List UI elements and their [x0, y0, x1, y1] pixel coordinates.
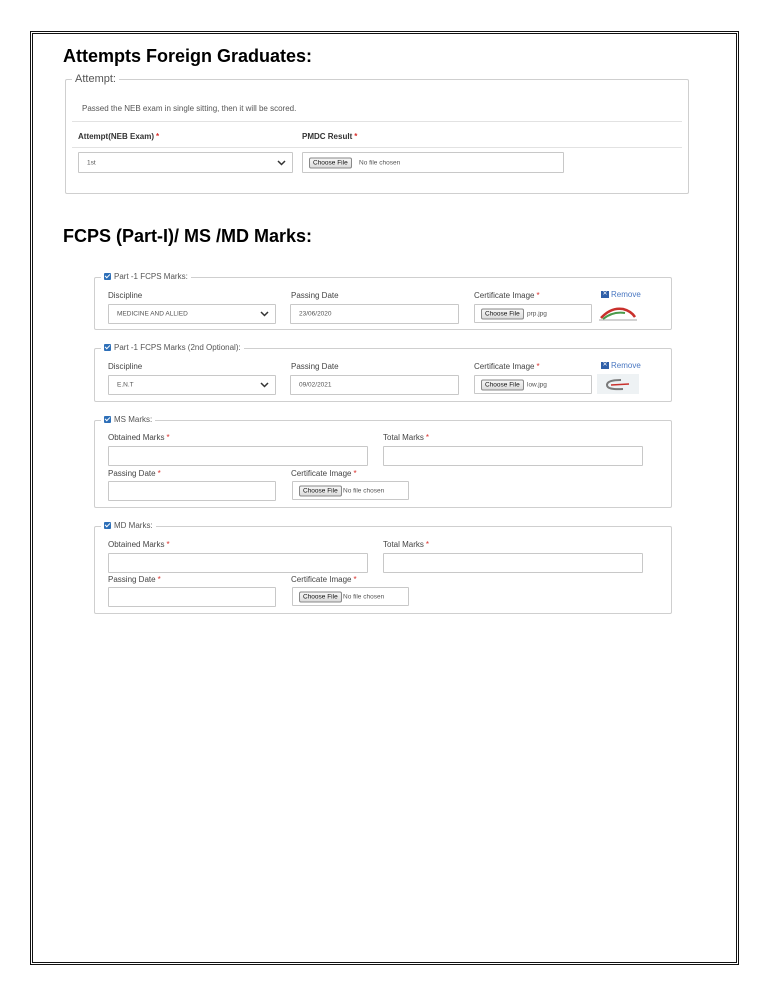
passing-date-label: Passing Date *	[108, 575, 161, 584]
ms-marks-legend: MS Marks:	[114, 415, 153, 424]
remove-button[interactable]: ✕ Remove	[602, 290, 641, 299]
obtained-marks-label: Obtained Marks *	[108, 433, 170, 442]
file-name: low.jpg	[527, 381, 547, 388]
certificate-file-input[interactable]	[292, 587, 409, 606]
section-title-attempts: Attempts Foreign Graduates:	[63, 46, 313, 66]
pmdc-result-label: PMDC Result *	[302, 132, 358, 141]
total-marks-label: Total Marks *	[383, 433, 430, 442]
passing-date-label: Passing Date	[291, 291, 339, 300]
obtained-marks-input[interactable]	[108, 446, 368, 466]
discipline-value: MEDICINE AND ALLIED	[117, 310, 188, 318]
divider	[72, 147, 682, 148]
checkbox-checked-icon	[104, 416, 111, 423]
discipline-value: E.N.T	[117, 381, 134, 389]
passing-date-input[interactable]	[108, 481, 276, 501]
certificate-file-input[interactable]	[292, 481, 409, 500]
attempt-label: Attempt(NEB Exam) *	[78, 132, 160, 141]
section-title-fcps: FCPS (Part-I)/ MS /MD Marks:	[63, 226, 313, 246]
certificate-image-label: Certificate Image *	[474, 291, 540, 300]
choose-file-button[interactable]: Choose File	[299, 591, 342, 602]
close-icon: ✕	[602, 362, 608, 368]
checkbox-checked-icon	[104, 344, 111, 351]
attempt-legend: Attempt:	[75, 73, 116, 85]
part1-fcps-2nd-legend: Part -1 FCPS Marks (2nd Optional):	[114, 343, 241, 352]
close-icon: ✕	[602, 291, 608, 297]
certificate-thumbnail-image	[597, 303, 639, 323]
certificate-image-label: Certificate Image *	[291, 469, 357, 478]
pmdc-file-input[interactable]	[302, 152, 564, 173]
passing-date-input[interactable]	[290, 304, 459, 324]
obtained-marks-input[interactable]	[108, 553, 368, 573]
md-marks-checkbox[interactable]	[104, 521, 153, 530]
total-marks-label: Total Marks *	[383, 540, 430, 549]
discipline-select[interactable]	[108, 375, 276, 395]
choose-file-button[interactable]: Choose File	[481, 379, 524, 390]
chevron-down-icon	[277, 160, 286, 166]
file-name: No file chosen	[359, 159, 401, 166]
part1-fcps-2nd-checkbox[interactable]	[104, 343, 241, 352]
passing-date-label: Passing Date *	[108, 469, 161, 478]
attempt-select-value: 1st	[87, 159, 96, 166]
passing-date-value: 09/02/2021	[299, 381, 332, 389]
part1-fcps-checkbox[interactable]	[104, 272, 188, 281]
passing-date-input[interactable]	[108, 587, 276, 607]
choose-file-button[interactable]: Choose File	[481, 308, 524, 319]
certificate-file-input[interactable]	[474, 375, 592, 394]
checkbox-checked-icon	[104, 522, 111, 529]
passing-date-value: 23/06/2020	[299, 310, 332, 318]
neb-note: Passed the NEB exam in single sitting, then it will be scored.	[82, 104, 297, 113]
chevron-down-icon	[260, 382, 269, 388]
chevron-down-icon	[260, 311, 269, 317]
file-name: No file chosen	[343, 593, 385, 600]
certificate-image-label: Certificate Image *	[291, 575, 357, 584]
discipline-label: Discipline	[108, 362, 143, 371]
file-name: No file chosen	[343, 487, 385, 494]
passing-date-input[interactable]	[290, 375, 459, 395]
choose-file-button[interactable]: Choose File	[299, 485, 342, 496]
divider	[72, 121, 682, 122]
discipline-select[interactable]	[108, 304, 276, 324]
discipline-label: Discipline	[108, 291, 143, 300]
choose-file-button[interactable]: Choose File	[309, 157, 352, 168]
passing-date-label: Passing Date	[291, 362, 339, 371]
part1-fcps-legend: Part -1 FCPS Marks:	[114, 272, 188, 281]
total-marks-input[interactable]	[383, 553, 643, 573]
ms-marks-checkbox[interactable]	[104, 415, 152, 424]
md-marks-legend: MD Marks:	[114, 521, 153, 530]
remove-button[interactable]: ✕ Remove	[602, 361, 641, 370]
attempt-select[interactable]	[78, 152, 293, 173]
certificate-file-input[interactable]	[474, 304, 592, 323]
total-marks-input[interactable]	[383, 446, 643, 466]
obtained-marks-label: Obtained Marks *	[108, 540, 170, 549]
checkbox-checked-icon	[104, 273, 111, 280]
file-name: prp.jpg	[527, 310, 547, 317]
certificate-image-label: Certificate Image *	[474, 362, 540, 371]
certificate-thumbnail-image	[597, 374, 639, 394]
